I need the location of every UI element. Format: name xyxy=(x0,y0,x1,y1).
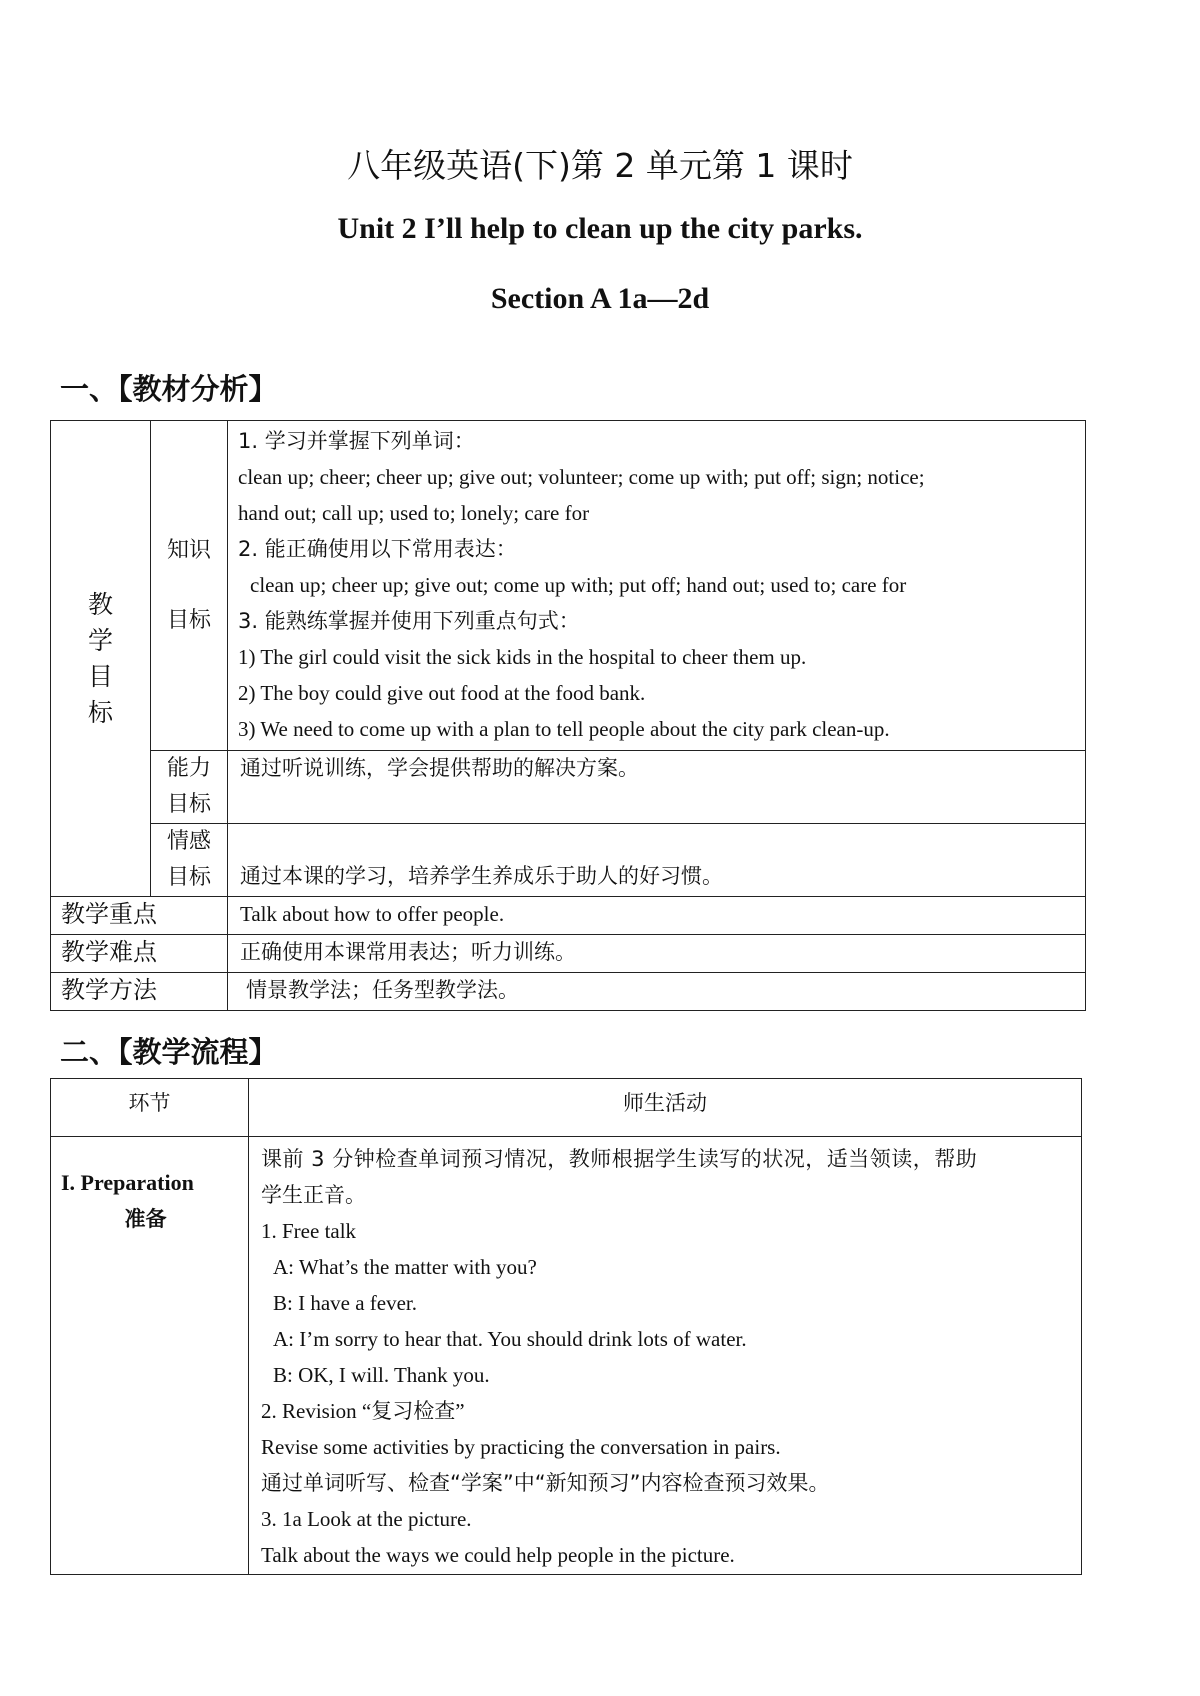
knowledge-goal-label: 知识 目标 xyxy=(151,421,228,751)
page-title-unit: Unit 2 I’ll help to clean up the city parks. xyxy=(337,212,863,245)
process-table xyxy=(50,1078,1082,1575)
teaching-goals-label: 教 学 目 标 xyxy=(51,421,151,897)
key-points-label: 教学重点 xyxy=(51,897,228,935)
ability-goal-content: 通过听说训练，学会提供帮助的解决方案。 xyxy=(228,751,1086,824)
difficulty-label: 教学难点 xyxy=(51,935,228,973)
section-heading-process: 二、【教学流程】 xyxy=(60,1035,278,1069)
stage-cell xyxy=(51,1137,249,1575)
stage-column-header: 环节 xyxy=(51,1079,249,1137)
key-points-content: Talk about how to offer people. xyxy=(228,897,1086,935)
analysis-table xyxy=(50,420,1086,1011)
activity-column-header: 师生活动 xyxy=(249,1079,1082,1137)
page-title-chinese: 八年级英语(下)第 2 单元第 1 课时 xyxy=(347,146,853,185)
method-label: 教学方法 xyxy=(51,973,228,1011)
emotion-goal-label: 情感 目标 xyxy=(151,824,228,897)
section-heading-analysis: 一、【教材分析】 xyxy=(60,372,278,406)
stage-name-chinese: 准备 xyxy=(124,1207,167,1231)
method-content: 情景教学法；任务型教学法。 xyxy=(228,973,1086,1011)
activity-cell: 课前 3 分钟检查单词预习情况，教师根据学生读写的状况，适当领读，帮助 学生正音。 1. Free talk A: What’s the matter with you? B: I have a fever. A: I’m sorry to hear that. You should drink lots of water. B: OK, I will. Thank you. 2. Revision “复习检查” Revise some activities by practicing the conversation in pairs. 通过单词听写、检查“学案”中“新知预习”内容检查预习效果。 3. 1a Look at the picture. Talk about the ways we could help people in the picture. xyxy=(249,1137,1082,1575)
knowledge-goal-content: 1. 学习并掌握下列单词： clean up; cheer; cheer up; give out; volunteer; come up with; put off; sign; notice; hand out; call up; used to; lonely; care for 2. 能正确使用以下常用表达： clean up; cheer up; give out; come up with; put off; hand out; used to; care for 3. 能熟练掌握并使用下列重点句式： 1) The girl could visit the sick kids in the hospital to cheer them up. 2) The boy could give out food at the food bank. 3) We need to come up with a plan to tell people about the city park clean-up. xyxy=(228,421,1086,751)
emotion-goal-content: 通过本课的学习，培养学生养成乐于助人的好习惯。 xyxy=(228,824,1086,897)
difficulty-content: 正确使用本课常用表达；听力训练。 xyxy=(228,935,1086,973)
page-title-section: Section A 1a—2d xyxy=(490,282,710,315)
stage-name-english: I. Preparation xyxy=(61,1170,194,1195)
ability-goal-label: 能力 目标 xyxy=(151,751,228,824)
